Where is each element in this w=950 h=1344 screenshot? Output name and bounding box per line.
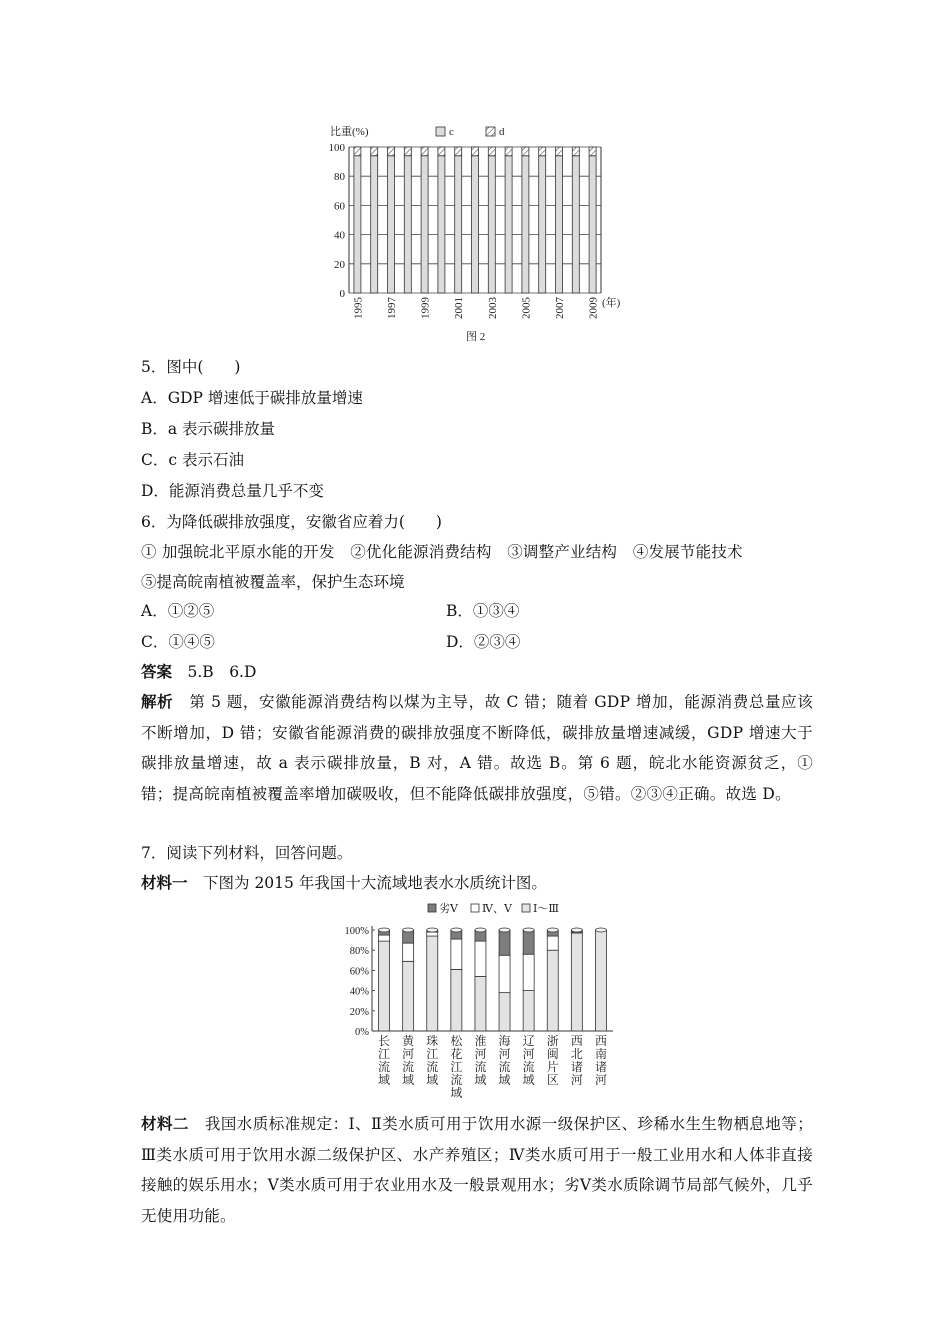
bar-c-2004 — [505, 156, 512, 293]
material2-label: 材料二 — [141, 1114, 189, 1133]
bar-mid-2 — [403, 943, 414, 961]
legend-swatch-good — [522, 904, 530, 912]
bars — [354, 147, 596, 293]
bar-d-1998 — [404, 147, 411, 156]
x-tick-label: 2009 — [587, 297, 600, 319]
bar-d-2004 — [505, 147, 512, 156]
bar-good-10 — [595, 930, 606, 1031]
bar-c-1996 — [371, 156, 378, 293]
bar-d-2001 — [455, 147, 462, 156]
x-tick-label: 1997 — [386, 297, 398, 319]
category-label: 淮河流域 — [474, 1034, 487, 1087]
bar-mid-7 — [523, 954, 534, 990]
y-tick-label: 0 — [339, 288, 345, 300]
category-label: 长江流域 — [378, 1034, 391, 1087]
analysis-paragraph — [141, 687, 813, 809]
y-tick-label: 0% — [355, 1027, 369, 1038]
bar-bad-7 — [523, 930, 534, 954]
bar-top-cap — [475, 928, 486, 932]
bar-good-7 — [523, 991, 534, 1031]
category-label: 珠江流域 — [426, 1034, 439, 1087]
legend-label-bad: 劣Ⅴ — [439, 903, 458, 915]
category-label: 海河流域 — [498, 1034, 511, 1087]
legend-label-d: d — [499, 126, 505, 138]
category-label: 辽河流域 — [522, 1034, 535, 1087]
bar-d-1997 — [388, 147, 395, 156]
q5-option-a: A．GDP 增速低于碳排放量增速 — [141, 389, 363, 407]
bar-c-2007 — [556, 156, 563, 293]
bar-c-2003 — [488, 156, 495, 293]
y-axis-label: 比重(%) — [330, 126, 369, 138]
category-label: 黄河流域 — [402, 1034, 415, 1087]
category-label: 松花江流域 — [450, 1034, 463, 1100]
bar-d-1996 — [371, 147, 378, 156]
category-label: 西北诸河 — [570, 1034, 583, 1087]
legend-swatch-mid — [471, 904, 479, 912]
y-tick-label: 60 — [334, 200, 345, 213]
category-labels — [378, 1033, 607, 1100]
bar-top-cap — [427, 928, 438, 932]
bar-top-cap — [547, 928, 558, 932]
y-tick-label: 20% — [349, 1006, 369, 1018]
material2-paragraph — [141, 1109, 813, 1231]
q6-option-a: A．①②⑤ — [141, 602, 215, 620]
x-tick-label: 2003 — [486, 297, 499, 319]
bar-good-4 — [451, 969, 462, 1031]
y-tick-label: 80 — [334, 171, 345, 184]
bar-c-2006 — [539, 156, 546, 293]
water-quality-chart — [330, 900, 630, 1100]
bar-d-2002 — [472, 147, 479, 156]
bar-d-2003 — [488, 147, 495, 156]
bar-mid-6 — [499, 955, 510, 992]
bar-mid-4 — [451, 939, 462, 969]
bar-c-2009 — [589, 156, 596, 293]
bar-top-cap — [523, 928, 534, 932]
bars — [379, 928, 607, 1031]
y-tick-label: 40% — [349, 986, 369, 998]
bar-good-8 — [547, 950, 558, 1031]
bar-d-2007 — [556, 147, 563, 156]
bar-c-1999 — [421, 156, 428, 293]
bar-top-cap — [499, 928, 510, 932]
q7-stem: 7．阅读下列材料，回答问题。 — [141, 844, 353, 862]
q6-option-b: B．①③④ — [446, 602, 520, 620]
category-label: 西南诸河 — [594, 1034, 607, 1087]
bar-good-9 — [571, 933, 582, 1031]
q6-options-line1: ① 加强皖北平原水能的开发 ②优化能源消费结构 ③调整产业结构 ④发展节能技术 — [141, 543, 743, 561]
material1-line — [141, 872, 547, 894]
y-tick-label: 80% — [349, 946, 369, 958]
legend-label-good: Ⅰ～Ⅲ — [533, 903, 559, 915]
q5-option-b: B．a 表示碳排放量 — [141, 420, 276, 438]
analysis-text: 第 5 题，安徽能源消费结构以煤为主导，故 C 错；随着 GDP 增加，能源消费总量应该不断增加，D 错；安徽省能源消费的碳排放强度不断降低，碳排放量增速减缓，GDP 增速大于碳排放量增速，故 a 表示碳排放量，B 对，A 错。故选 B。第 6 题，皖北水能资源贫乏，①错；提高皖南植被覆盖率增加碳吸收，但不能降低碳排放强度，⑤错。②③④正确。故选 D。 — [141, 693, 813, 803]
bar-top-cap — [403, 928, 414, 932]
bar-c-2001 — [455, 156, 462, 293]
material1-text: 下图为 2015 年我国十大流域地表水水质统计图。 — [187, 874, 547, 892]
bar-d-2008 — [572, 147, 579, 156]
answer-line — [141, 661, 256, 683]
bar-bad-6 — [499, 930, 510, 955]
bar-top-cap — [595, 928, 606, 932]
x-tick-label: 2001 — [453, 297, 466, 319]
answer-text: 5.B 6.D — [172, 663, 257, 681]
legend-label-mid: Ⅳ、Ⅴ — [482, 903, 512, 915]
q6-stem: 6．为降低碳排放强度，安徽省应着力( ) — [141, 513, 442, 531]
bar-c-1997 — [388, 156, 395, 293]
x-tick-label: 2007 — [554, 297, 566, 319]
bar-d-2005 — [522, 147, 529, 156]
legend-label-c: c — [449, 126, 454, 138]
x-tick-label: 2005 — [520, 297, 533, 319]
legend-swatch-c — [436, 127, 445, 136]
bar-d-1995 — [354, 147, 361, 156]
bar-good-6 — [499, 993, 510, 1031]
bar-mid-8 — [547, 936, 558, 950]
bar-c-2008 — [572, 156, 579, 293]
y-tick-label: 100 — [328, 142, 345, 154]
energy-share-chart — [326, 120, 636, 350]
y-tick-label: 100% — [344, 926, 369, 937]
q5-option-d: D．能源消费总量几乎不变 — [141, 482, 324, 500]
bar-d-2000 — [438, 147, 445, 156]
figure-caption: 图 2 — [466, 331, 486, 343]
material2-text: 我国水质标准规定：Ⅰ、Ⅱ类水质可用于饮用水源一级保护区、珍稀水生生物栖息地等；Ⅲ类水质可用于饮用水源二级保护区、水产养殖区；Ⅳ类水质可用于一般工业用水和人体非直接接触的娱乐用水；Ⅴ类水质可用于农业用水及一般景观用水；劣Ⅴ类水质除调节局部气候外，几乎无使用功能。 — [141, 1115, 813, 1225]
bar-good-5 — [475, 976, 486, 1031]
q6-option-c: C．①④⑤ — [141, 633, 215, 651]
q6-options-line2: ⑤提高皖南植被覆盖率，保护生态环境 — [141, 573, 405, 591]
bar-mid-5 — [475, 941, 486, 976]
legend-swatch-bad — [428, 904, 436, 912]
x-tick-label: 1999 — [419, 297, 432, 319]
bar-c-2005 — [522, 156, 529, 293]
bar-top-cap — [571, 928, 582, 932]
bar-mid-1 — [379, 935, 390, 941]
category-label: 浙闽片区 — [546, 1034, 559, 1087]
bar-mid-3 — [427, 932, 438, 936]
y-tick-label: 60% — [349, 966, 369, 978]
bar-d-1999 — [421, 147, 428, 156]
x-axis-unit: (年) — [602, 297, 621, 309]
material1-label: 材料一 — [141, 873, 188, 892]
bar-top-cap — [451, 928, 462, 932]
q6-option-d: D．②③④ — [446, 633, 521, 651]
answer-label: 答案 — [141, 662, 173, 681]
y-tick-label: 20 — [334, 258, 345, 271]
bar-d-2009 — [589, 147, 596, 156]
legend — [428, 901, 559, 915]
x-tick-label: 1995 — [352, 297, 365, 319]
q5-option-c: C．c 表示石油 — [141, 451, 244, 469]
x-tick-labels — [352, 297, 599, 320]
bar-d-2006 — [539, 147, 546, 156]
y-tick-labels — [329, 142, 346, 300]
bar-top-cap — [379, 928, 390, 932]
bar-good-1 — [379, 941, 390, 1031]
legend — [436, 126, 505, 138]
bar-good-2 — [403, 961, 414, 1031]
legend-swatch-d — [486, 127, 495, 136]
bar-c-1998 — [404, 156, 411, 293]
y-tick-label: 40 — [334, 229, 345, 242]
analysis-label: 解析 — [141, 692, 174, 711]
bar-good-3 — [427, 936, 438, 1031]
bar-c-1995 — [354, 156, 361, 293]
q5-stem: 5．图中( ) — [141, 358, 241, 376]
bar-c-2000 — [438, 156, 445, 293]
bar-c-2002 — [472, 156, 479, 293]
